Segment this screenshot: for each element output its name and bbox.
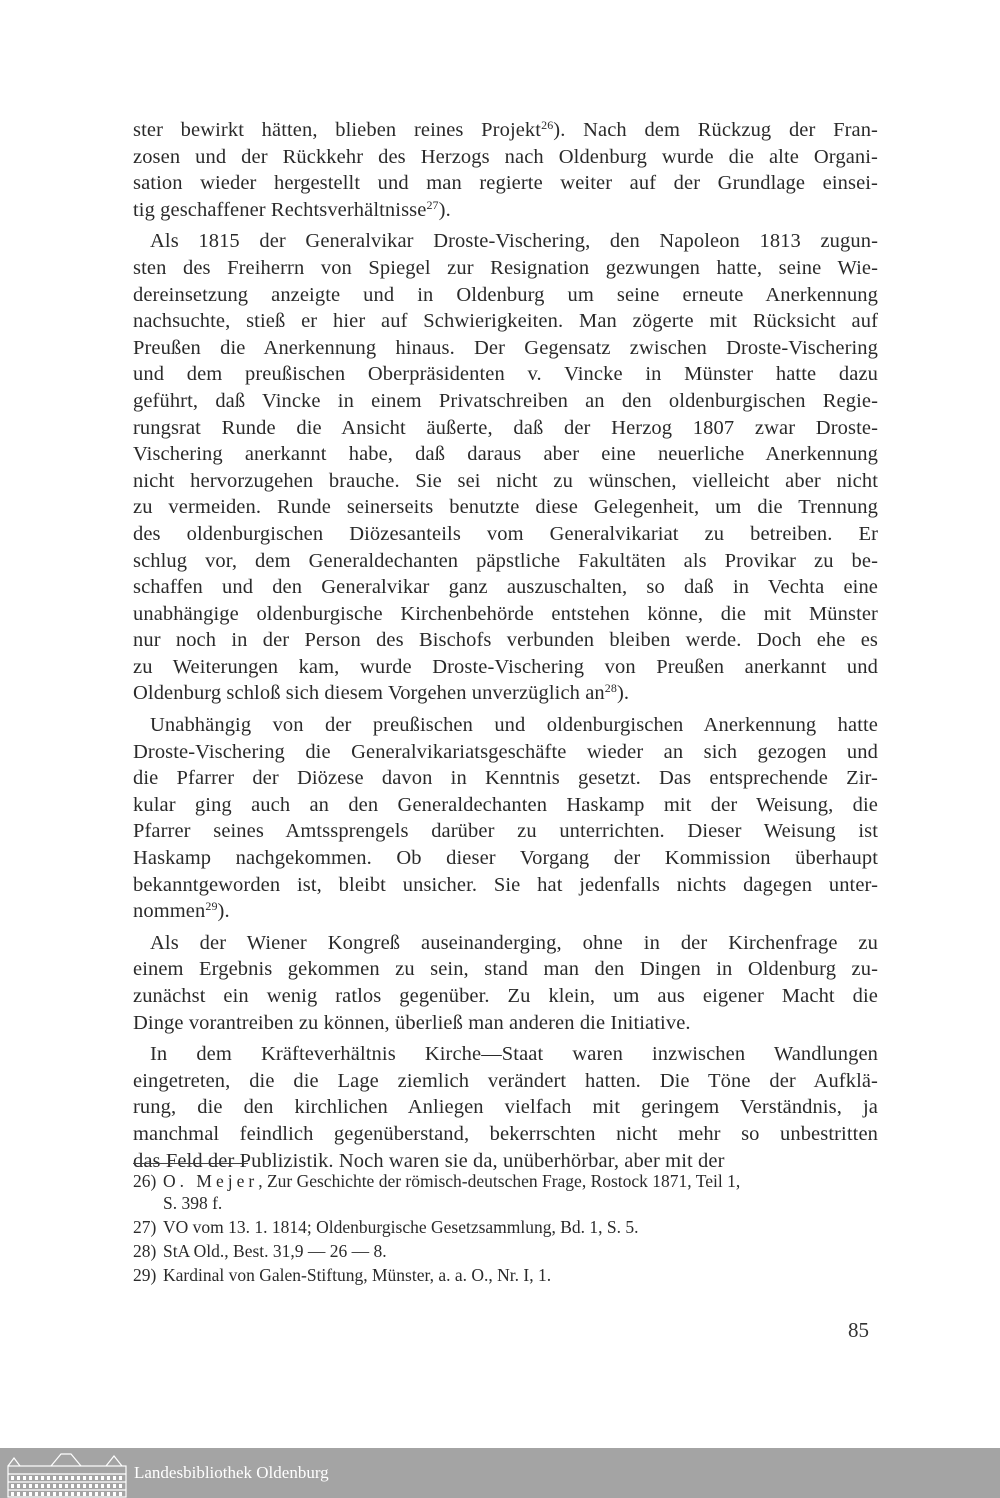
logo-window: [77, 1492, 80, 1496]
logo-window: [107, 1484, 110, 1488]
page-number: 85: [848, 1318, 869, 1342]
text-line: eingetreten, die die Lage ziemlich verändert hatten. Die Töne der Aufklä-: [133, 1069, 878, 1092]
footnote-author: O. Mejer: [163, 1171, 259, 1191]
logo-window: [95, 1484, 98, 1488]
logo-window: [53, 1484, 56, 1488]
footnote-reference: 27: [426, 197, 439, 212]
paragraph: [133, 117, 878, 223]
text-line: Pfarrer seines Amtssprengels darüber zu unterrichten. Dieser Weisung ist: [133, 820, 878, 843]
paragraph: [133, 712, 878, 925]
text-line: schlug vor, dem Generaldechanten päpstliche Fakultäten als Provikar zu be-: [133, 549, 878, 572]
logo-window: [77, 1484, 80, 1488]
logo-window: [29, 1492, 32, 1496]
logo-window: [101, 1484, 104, 1488]
text-line: Dinge vorantreiben zu können, überließ man anderen die Initiative.: [133, 1011, 691, 1034]
text-line: Haskamp nachgekommen. Ob dieser Vorgang der Kommission überhaupt: [133, 847, 878, 870]
logo-window: [23, 1492, 26, 1496]
logo-window: [89, 1476, 92, 1480]
logo-window: [113, 1476, 116, 1480]
logo-window: [89, 1492, 92, 1496]
text-line: bekanntgeworden ist, bleibt unsicher. Sie hat jedenfalls nichts dagegen unter-: [133, 873, 878, 896]
logo-window: [71, 1484, 74, 1488]
text-line: zu Weiterungen kam, wurde Droste-Vischering von Preußen anerkannt und: [133, 655, 878, 678]
logo-window: [53, 1476, 56, 1480]
logo-window: [47, 1492, 50, 1496]
logo-window: [83, 1492, 86, 1496]
logo-window: [53, 1492, 56, 1496]
text-line: dereinsetzung anzeigte und in Oldenburg um seine erneute Anerkennung: [133, 283, 878, 306]
footnote-reference: 26: [541, 118, 554, 132]
footnote: [133, 1170, 878, 1214]
text-line: Preußen die Anerkennung hinaus. Der Gegensatz zwischen Droste-Vischering: [133, 336, 878, 359]
logo-window: [41, 1492, 44, 1496]
footnote-text: Kardinal von Galen-Stiftung, Münster, a. a. O., Nr. I, 1.: [163, 1265, 552, 1285]
text-line: einem Ergebnis gekommen zu sein, stand man den Dingen in Oldenburg zu-: [133, 958, 878, 981]
text-line: die Pfarrer der Diözese davon in Kenntnis gesetzt. Das entsprechende Zir-: [133, 767, 878, 790]
footnote: [133, 1264, 878, 1286]
logo-window: [71, 1492, 74, 1496]
logo-window: [11, 1492, 14, 1496]
logo-window: [17, 1484, 20, 1488]
logo-window: [119, 1484, 122, 1488]
logo-window: [17, 1476, 20, 1480]
text-line: zunächst ein wenig ratlos gegenüber. Zu klein, um aus eigener Macht die: [133, 985, 878, 1007]
footnote-reference: 29: [205, 899, 218, 914]
text-line: kular ging auch an den Generaldechanten Haskamp mit der Weisung, die: [133, 793, 878, 816]
logo-window: [101, 1492, 104, 1496]
logo-window: [11, 1484, 14, 1488]
text-line: sation wieder hergestellt und man regierte weiter auf der Grundlage einsei-: [133, 172, 878, 195]
text-line: Oldenburg schloß sich diesem Vorgehen unverzüglich $an^{28}$).: [133, 681, 630, 705]
logo-window: [101, 1476, 104, 1480]
library-name: Landesbibliothek Oldenburg: [134, 1463, 329, 1482]
logo-window: [35, 1484, 38, 1488]
paragraph: [133, 930, 878, 1036]
text-line: Vischering anerkannt habe, daß daraus aber eine neuerliche Anerkennung: [133, 443, 878, 466]
logo-window: [65, 1492, 68, 1496]
text-line: nur noch in der Person des Bischofs verbunden bleiben werde. Doch ehe es: [133, 629, 878, 652]
logo-window: [47, 1476, 50, 1480]
logo-window: [29, 1484, 32, 1488]
logo-window: [41, 1476, 44, 1480]
logo-window: [113, 1492, 116, 1496]
logo-window: [65, 1476, 68, 1480]
text-line: zosen und der Rückkehr des Herzogs nach Oldenburg wurde die alte Organi-: [133, 145, 878, 168]
footnote-text: O. Mejer, Zur Geschichte der römisch-deutschen Frage, Rostock 1871, Teil 1, S. 398 f.: [163, 1171, 741, 1213]
footnote-number: 28): [133, 1241, 157, 1261]
paragraph: [133, 1041, 878, 1174]
footnotes: [133, 1170, 878, 1288]
paragraph: [133, 228, 878, 707]
text-line: Als 1815 der Generalvikar Droste-Vischering, den Napoleon 1813 zugun-: [150, 230, 878, 253]
text-line: schaffen und den Generalvikar ganz auszuschalten, so daß in Vechta eine: [133, 576, 878, 599]
text-line: In dem Kräfteverhältnis Kirche—Staat waren inzwischen Wandlungen: [150, 1043, 878, 1066]
footnote-text: VO vom 13. 1. 1814; Oldenburgische Gesetzsammlung, Bd. 1, S. 5.: [163, 1217, 639, 1237]
text-line: sten des Freiherrn von Spiegel zur Resignation gezwungen hatte, seine Wie-: [133, 256, 878, 279]
text-line: nicht hervorzugehen brauche. Sie sei nicht zu wünschen, vielleicht aber nicht: [133, 469, 878, 492]
logo-window: [77, 1476, 80, 1480]
text-line: Als der Wiener Kongreß auseinanderging, ohne in der Kirchenfrage zu: [150, 931, 878, 954]
footnote: [133, 1240, 878, 1262]
logo-window: [107, 1476, 110, 1480]
logo-window: [11, 1476, 14, 1480]
library-building-icon: [6, 1452, 128, 1498]
logo-window: [107, 1492, 110, 1496]
page-body: [133, 117, 878, 1179]
text-line: nachsuchte, stieß er hier auf Schwierigkeiten. Man zögerte mit Rücksicht auf: [133, 310, 878, 333]
logo-window: [59, 1484, 62, 1488]
logo-window: [47, 1484, 50, 1488]
text-line: Droste-Vischering die Generalvikariatsgeschäfte wieder an sich gezogen und: [133, 740, 878, 763]
text-line: zu vermeiden. Runde seinerseits benutzte diese Gelegenheit, um die Trennung: [133, 496, 878, 519]
logo-window: [59, 1476, 62, 1480]
text-line: tig geschaffener Rechtsverhältnisse$^{27}$).: [133, 197, 451, 221]
logo-window: [119, 1476, 122, 1480]
logo-window: [119, 1492, 122, 1496]
footnote-number: 29): [133, 1265, 157, 1285]
logo-window: [59, 1492, 62, 1496]
footnote-number: 27): [133, 1217, 157, 1237]
text-line: nommen$^{29}$).: [133, 899, 230, 923]
text-line: ster bewirkt hätten, blieben reines Projekt$^{26}$). Nach dem Rückzug der Fran-: [133, 118, 878, 141]
logo-window: [35, 1492, 38, 1496]
footnote-divider: [133, 1163, 248, 1164]
logo-window: [23, 1484, 26, 1488]
text-line: des oldenburgischen Diözesanteils vom Generalvikariat zu betreiben. Er: [133, 522, 878, 545]
text-line: geführt, daß Vincke in einem Privatschreiben an den oldenburgischen Regie-: [133, 389, 878, 412]
logo-window: [17, 1492, 20, 1496]
logo-window: [89, 1484, 92, 1488]
logo-window: [71, 1476, 74, 1480]
text-line: unabhängige oldenburgische Kirchenbehörde entstehen könne, die mit Münster: [133, 602, 878, 625]
logo-window: [35, 1476, 38, 1480]
logo-window: [41, 1484, 44, 1488]
logo-window: [95, 1492, 98, 1496]
footnote-number: 26): [133, 1171, 157, 1191]
footnote-reference: 28: [604, 681, 617, 696]
logo-window: [29, 1476, 32, 1480]
logo-window: [95, 1476, 98, 1480]
text-line: und dem preußischen Oberpräsidenten v. Vincke in Münster hatte dazu: [133, 363, 878, 386]
text-line: rung, die den kirchlichen Anliegen vielfach mit geringem Verständnis, ja: [133, 1096, 878, 1119]
logo-window: [23, 1476, 26, 1480]
logo-window: [65, 1484, 68, 1488]
logo-window: [113, 1484, 116, 1488]
text-line: Unabhängig von der preußischen und oldenburgischen Anerkennung hatte: [150, 714, 878, 737]
text-line: das Feld der Publizistik. Noch waren sie da, unüberhörbar, aber mit der: [133, 1149, 725, 1172]
footnote: [133, 1216, 878, 1238]
logo-window: [83, 1484, 86, 1488]
footer-bar: [0, 1448, 1000, 1498]
text-line: manchmal feindlich gegenüberstand, bekerrschten nicht mehr so unbestritten: [133, 1122, 878, 1145]
logo-window: [83, 1476, 86, 1480]
text-line: rungsrat Runde die Ansicht äußerte, daß der Herzog 1807 zwar Droste-: [133, 416, 878, 439]
footnote-text: StA Old., Best. 31,9 — 26 — 8.: [163, 1241, 387, 1261]
